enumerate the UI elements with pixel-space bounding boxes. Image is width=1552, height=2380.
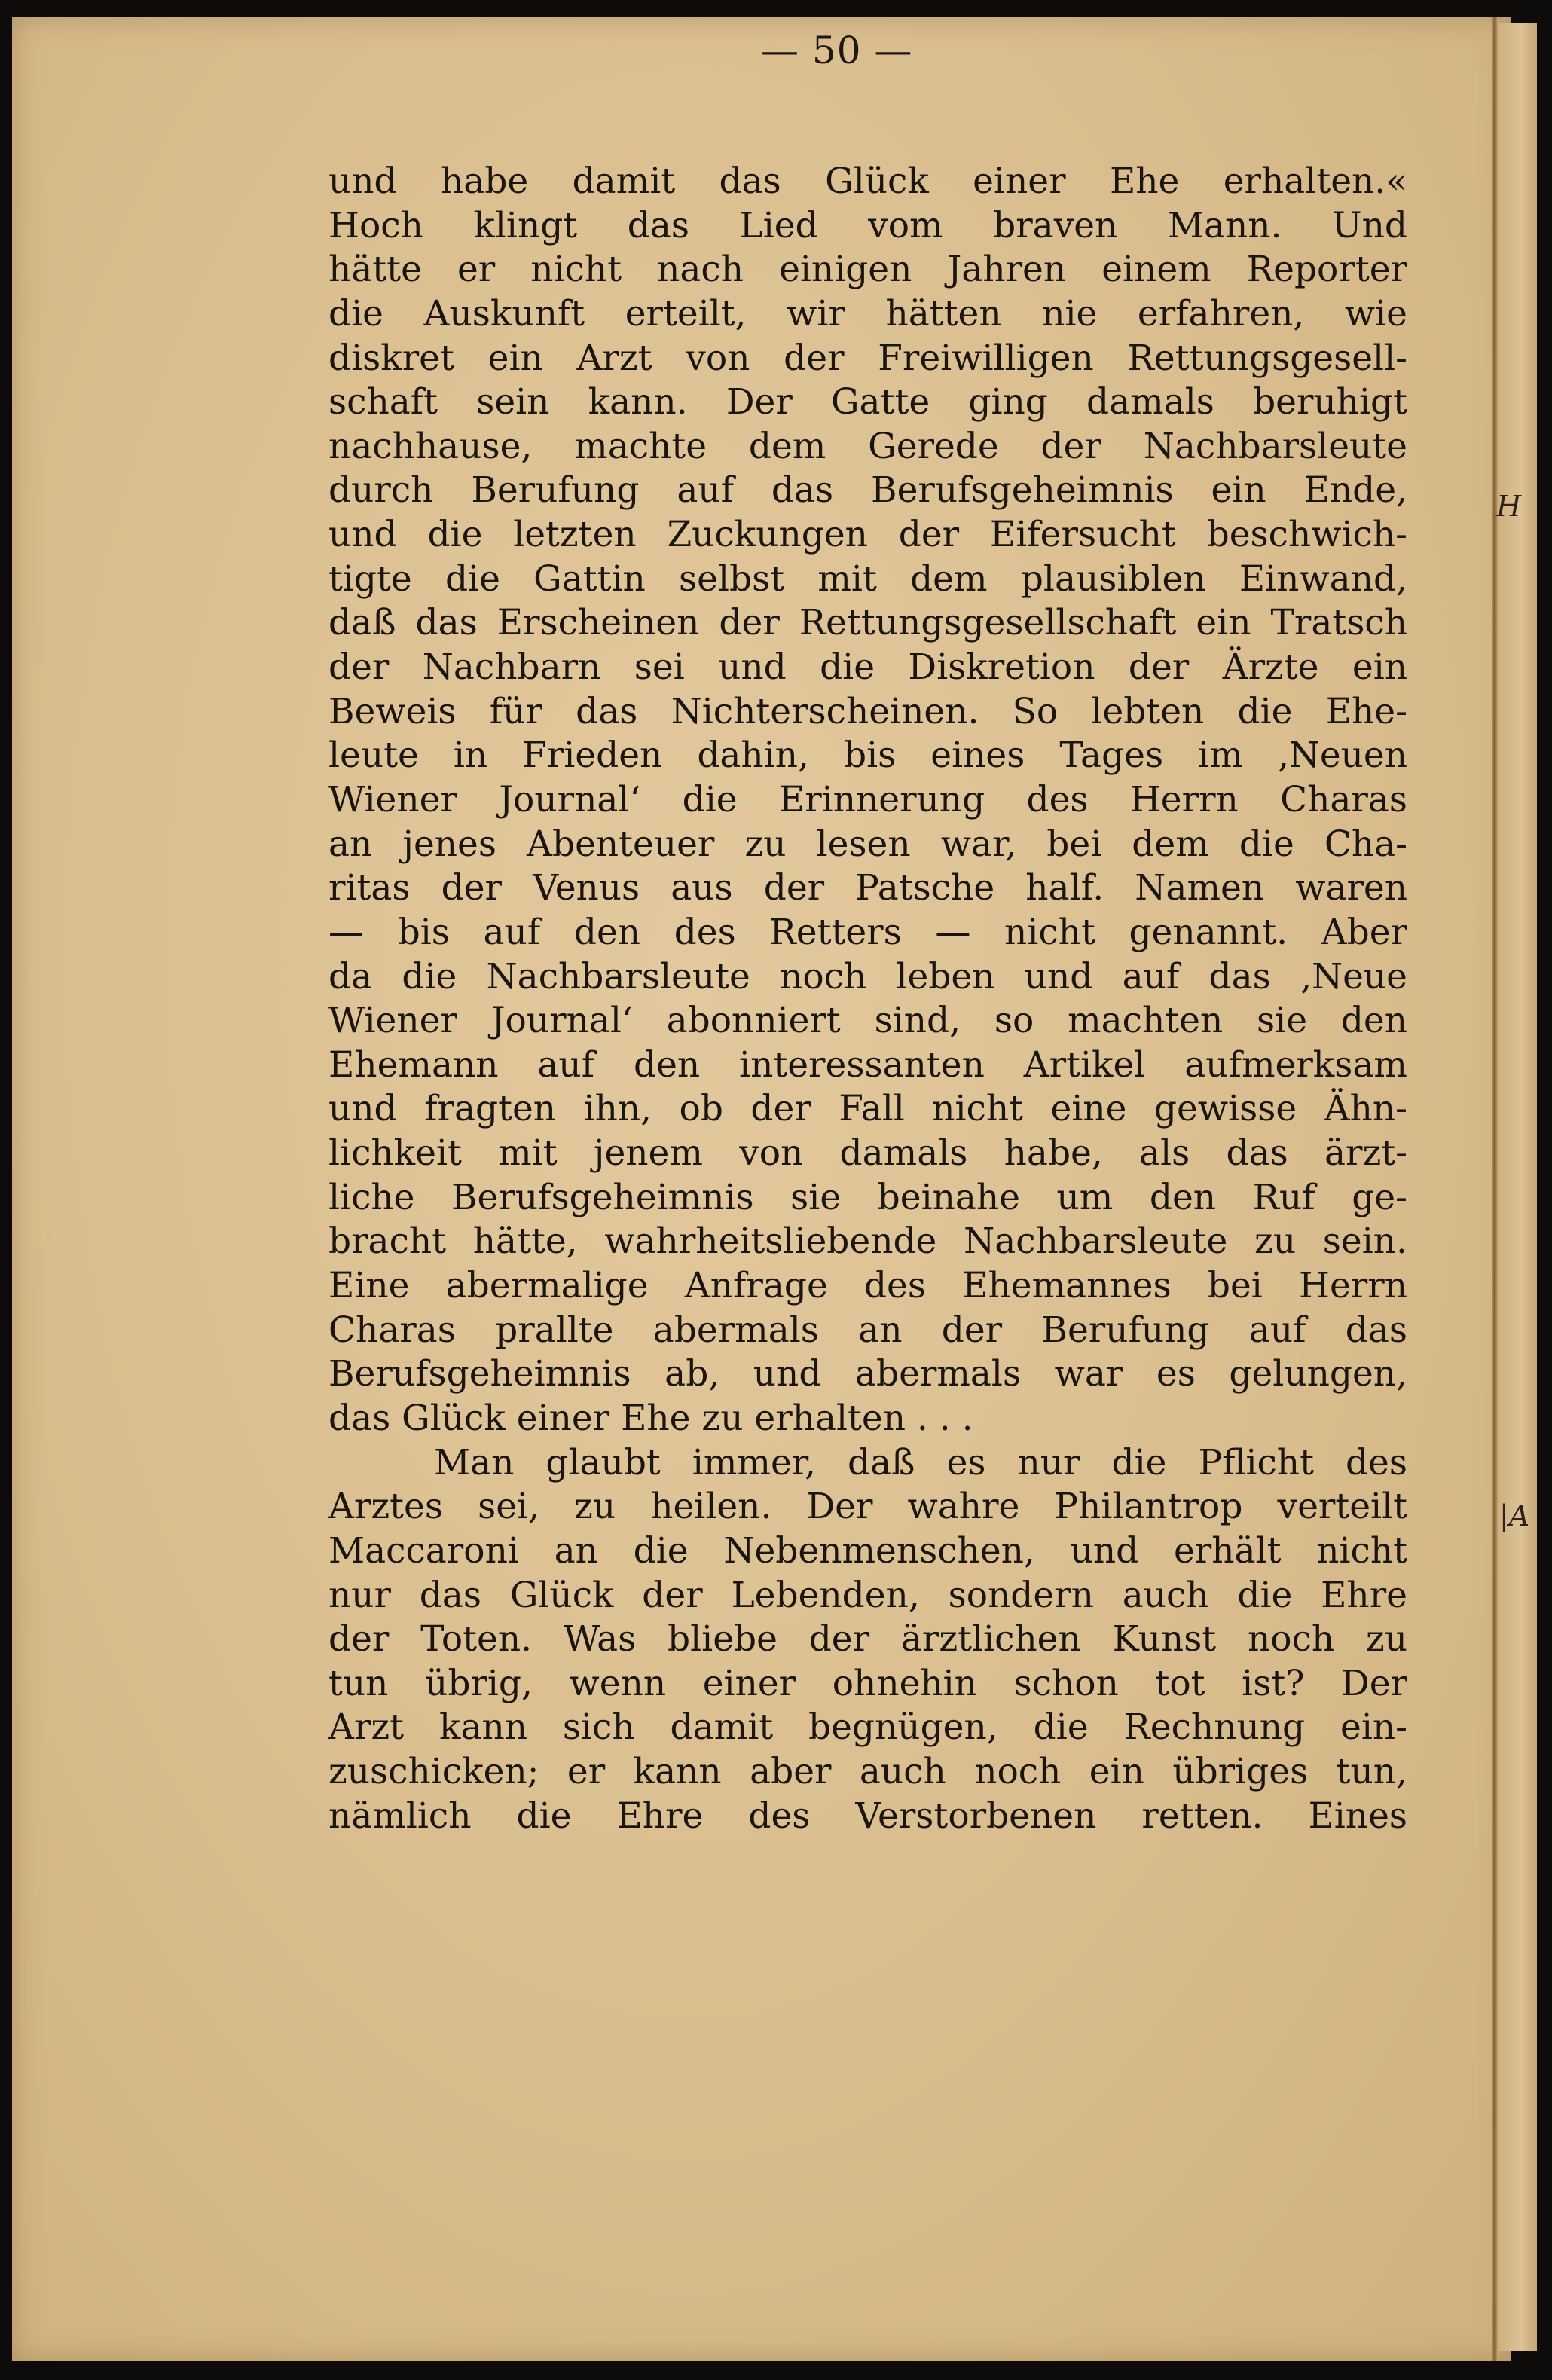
text-line: Arztes sei, zu heilen. Der wahre Philantrop verteilt	[328, 1486, 1407, 1528]
margin-note: |A	[1499, 1499, 1530, 1532]
text-line: Berufsgeheimnis ab, und abermals war es gelungen,	[328, 1353, 1407, 1395]
text-line: leute in Frieden dahin, bis eines Tages im ‚Neuen	[328, 735, 1407, 777]
text-line: an jenes Abenteuer zu lesen war, bei dem die Cha-	[328, 823, 1407, 865]
body-text	[328, 160, 1407, 1838]
text-line: Hoch klingt das Lied vom braven Mann. Und	[328, 204, 1407, 246]
text-line: der Toten. Was bliebe der ärztlichen Kunst noch zu	[328, 1618, 1407, 1661]
text-line: und fragten ihn, ob der Fall nicht eine gewisse Ähn-	[328, 1088, 1407, 1130]
text-line: Wiener Journal‘ die Erinnerung des Herrn Charas	[328, 778, 1407, 820]
adjacent-page-edge	[1498, 23, 1537, 2351]
text-line: hätte er nicht nach einigen Jahren einem Reporter	[328, 249, 1407, 291]
text-line: tigte die Gattin selbst mit dem plausiblen Einwand,	[328, 558, 1407, 600]
text-line: liche Berufsgeheimnis sie beinahe um den Ruf ge-	[328, 1176, 1407, 1218]
text-line: Man glaubt immer, daß es nur die Pflicht des	[434, 1441, 1407, 1483]
text-line: Charas prallte abermals an der Berufung auf das	[328, 1309, 1407, 1351]
text-line: bracht hätte, wahrheitsliebende Nachbarsleute zu sein.	[328, 1221, 1407, 1263]
page-number: — 50 —	[761, 29, 913, 72]
text-line: schaft sein kann. Der Gatte ging damals beruhigt	[328, 381, 1407, 423]
text-line: Wiener Journal‘ abonniert sind, so machten sie den	[328, 1000, 1407, 1042]
text-line: nämlich die Ehre des Verstorbenen retten. Eines	[328, 1795, 1407, 1837]
text-line: Ehemann auf den interessanten Artikel aufmerksam	[328, 1043, 1407, 1086]
text-line: zuschicken; er kann aber auch noch ein übriges tun,	[328, 1751, 1407, 1793]
text-line: daß das Erscheinen der Rettungsgesellschaft ein Tratsch	[328, 602, 1407, 644]
text-line: der Nachbarn sei und die Diskretion der Ärzte ein	[328, 646, 1407, 689]
text-line: Maccaroni an die Nebenmenschen, und erhält nicht	[328, 1529, 1407, 1572]
margin-note: H	[1496, 490, 1522, 523]
text-line: — bis auf den des Retters — nicht genannt. Aber	[328, 911, 1407, 953]
text-line: das Glück einer Ehe zu erhalten . . .	[328, 1397, 973, 1439]
text-line: tun übrig, wenn einer ohnehin schon tot ist? Der	[328, 1662, 1407, 1704]
page-gutter	[1492, 17, 1498, 2361]
text-line: durch Berufung auf das Berufsgeheimnis ein Ende,	[328, 469, 1407, 512]
text-line: Arzt kann sich damit begnügen, die Rechnung ein-	[328, 1706, 1407, 1749]
text-line: nur das Glück der Lebenden, sondern auch die Ehre	[328, 1574, 1407, 1616]
text-line: Eine abermalige Anfrage des Ehemannes bei Herrn	[328, 1265, 1407, 1307]
text-line: da die Nachbarsleute noch leben und auf das ‚Neue	[328, 955, 1407, 998]
text-line: die Auskunft erteilt, wir hätten nie erfahren, wie	[328, 292, 1407, 335]
text-line: lichkeit mit jenem von damals habe, als das ärzt-	[328, 1132, 1407, 1175]
text-line: nachhause, machte dem Gerede der Nachbarsleute	[328, 425, 1407, 467]
text-line: und die letzten Zuckungen der Eifersucht beschwich-	[328, 514, 1407, 556]
text-line: ritas der Venus aus der Patsche half. Namen waren	[328, 867, 1407, 909]
text-line: diskret ein Arzt von der Freiwilligen Rettungsgesell-	[328, 337, 1407, 379]
text-line: Beweis für das Nichterscheinen. So lebten die Ehe-	[328, 690, 1407, 732]
text-line: und habe damit das Glück einer Ehe erhalten.«	[328, 160, 1407, 202]
